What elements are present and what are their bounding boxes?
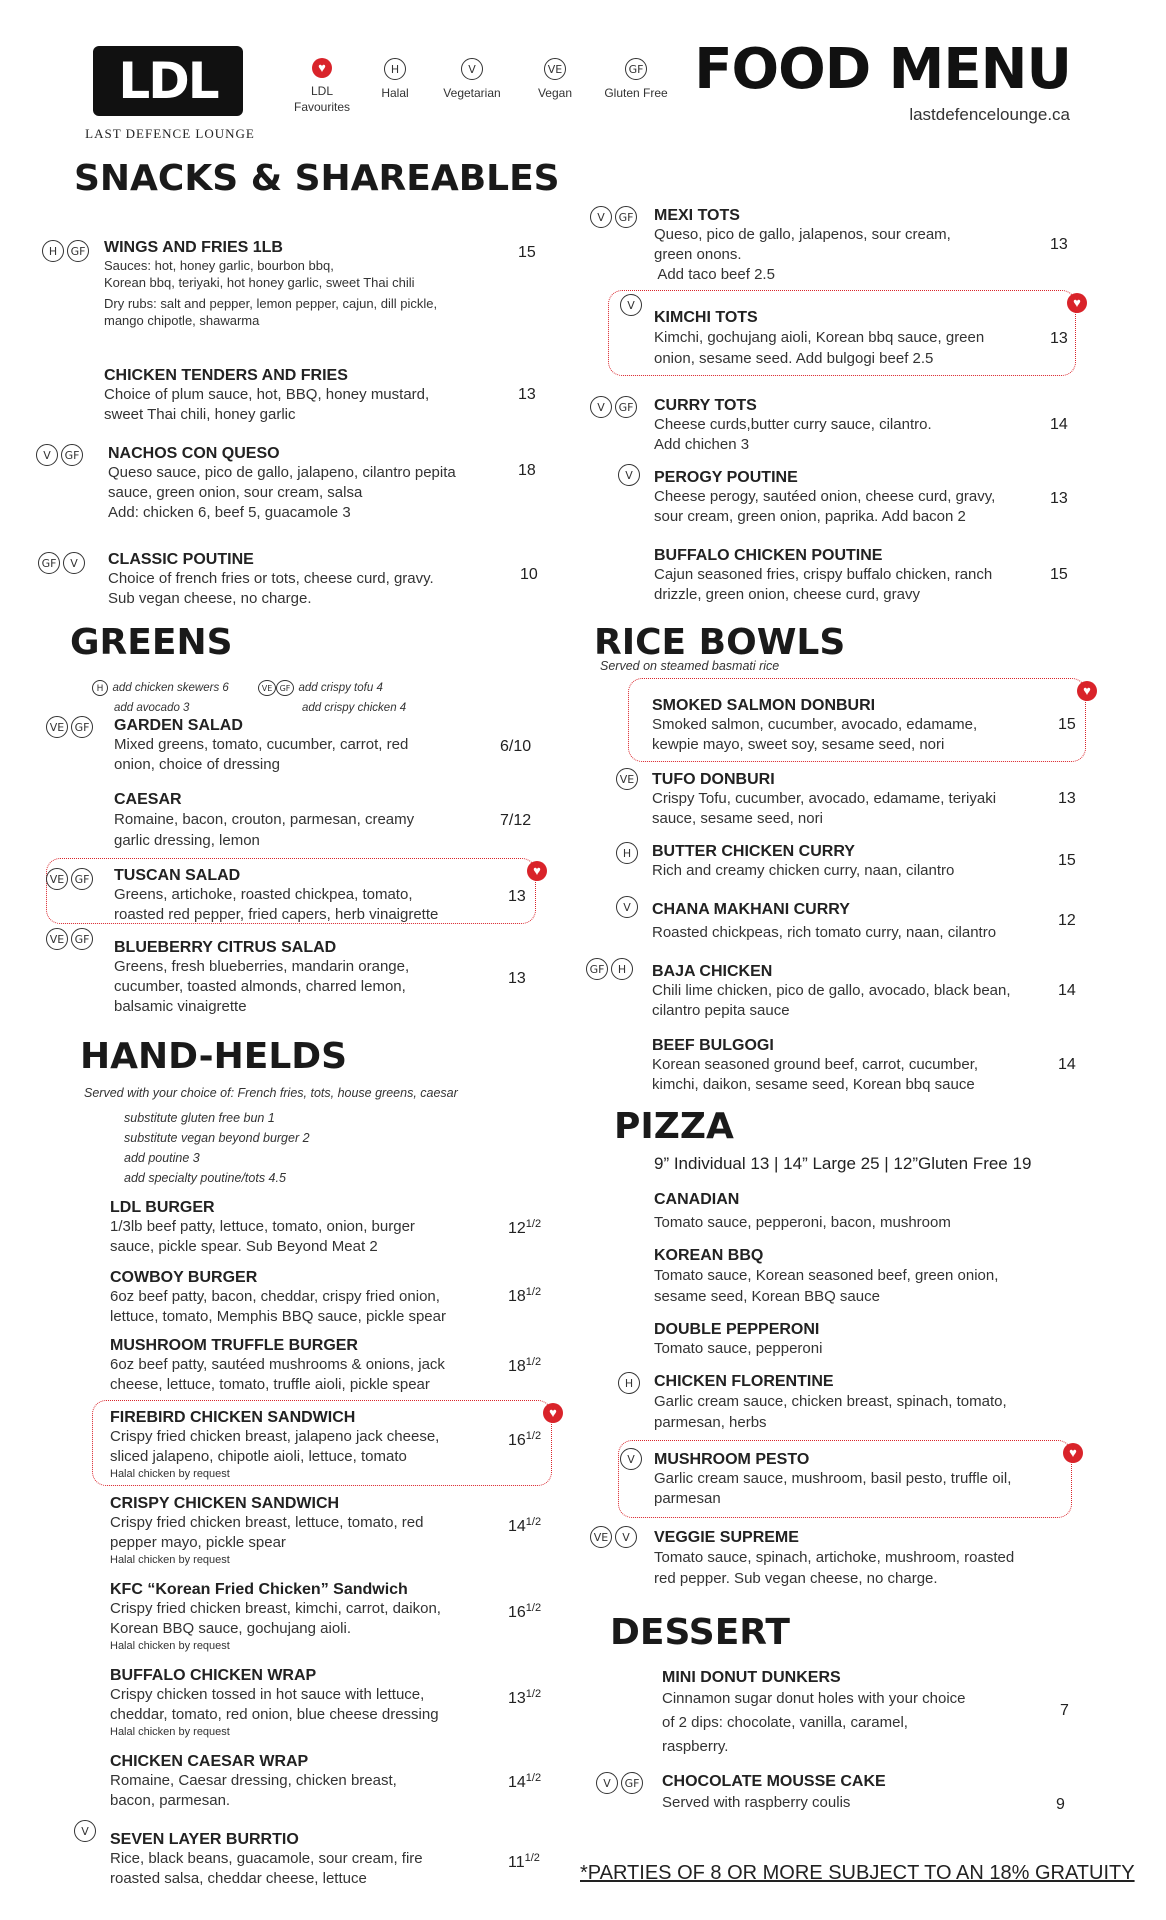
gluten-free-icon: GF (71, 868, 93, 890)
vegetarian-icon: V (618, 464, 640, 486)
gluten-free-icon: GF (71, 928, 93, 950)
legend-halal: H Halal (370, 58, 420, 101)
item-badges (620, 1448, 645, 1470)
item-price: 9 (1056, 1796, 1065, 1813)
section-title-pizza: PIZZA (614, 1106, 734, 1147)
item-price: 14 (1050, 416, 1068, 433)
menu-item: BEEF BULGOGI Korean seasoned ground beef, carrot, cucumber, kimchi, daikon, sesame seed, Korean bbq sauce (652, 1036, 1072, 1095)
item-badges (618, 1372, 643, 1394)
item-price: 13 (1050, 330, 1068, 347)
heart-icon: ♥ (1077, 681, 1097, 701)
gluten-free-icon: GF (615, 206, 637, 228)
vegetarian-icon: V (596, 1772, 618, 1794)
greens-addons-vegan: VE GF add crispy tofu 4 add crispy chicken 4 (258, 678, 406, 716)
item-price: $14^{1/2}$ (508, 1772, 542, 1791)
menu-item: KOREAN BBQ Tomato sauce, Korean seasoned beef, green onion, sesame seed, Korean BBQ sauce (654, 1246, 1074, 1307)
menu-item: WINGS AND FRIES 1LB Sauces: hot, honey garlic, bourbon bbq, Korean bbq, teriyaki, hot honey garlic, sweet Thai chili Dry rubs: salt and pepper, lemon pepper, cajun, dill pickle, mango chipotle, shawarma (104, 238, 524, 329)
item-price: 14 (1058, 1056, 1076, 1073)
item-price: 13 (518, 386, 536, 403)
greens-addons-halal: H add chicken skewers 6 add avocado 3 (92, 678, 229, 716)
item-badges (586, 958, 636, 980)
vegan-icon: VE (46, 928, 68, 950)
menu-item: KIMCHI TOTS Kimchi, gochujang aioli, Korean bbq sauce, green onion, sesame seed. Add bulgogi beef 2.5 (654, 308, 1054, 369)
item-price: 13 (1050, 236, 1068, 253)
vegetarian-icon: V (620, 1448, 642, 1470)
menu-item: MEXI TOTS Queso, pico de gallo, jalapenos, sour cream, green onons. Add taco beef 2.5 (654, 206, 1054, 285)
menu-item: NACHOS CON QUESO Queso sauce, pico de gallo, jalapeno, cilantro pepita sauce, green onion, sour cream, salsa Add: chicken 6, beef 5, guacamole 3 (108, 444, 528, 523)
item-name: WINGS AND FRIES 1LB (104, 239, 283, 256)
vegetarian-icon: V (615, 1526, 637, 1548)
heart-icon: ♥ (543, 1403, 563, 1423)
halal-icon: H (92, 680, 108, 696)
gluten-free-icon: GF (586, 958, 608, 980)
heart-icon: ♥ (1067, 293, 1087, 313)
menu-item: COWBOY BURGER 6oz beef patty, bacon, cheddar, crispy fried onion, lettuce, tomato, Memphis BBQ sauce, pickle spear (110, 1268, 510, 1327)
item-price: $16^{1/2}$ (508, 1602, 542, 1621)
halal-icon: H (42, 240, 64, 262)
item-name: CHICKEN TENDERS AND FRIES (104, 367, 348, 384)
menu-item: MUSHROOM TRUFFLE BURGER 6oz beef patty, sautéed mushrooms & onions, jack cheese, lettuce, tomato, truffle aioli, pickle spear (110, 1336, 510, 1395)
heart-icon: ♥ (1063, 1443, 1083, 1463)
item-name: BAJA CHICKEN (652, 963, 773, 980)
item-price: 13 (508, 888, 526, 905)
menu-item: CHICKEN TENDERS AND FRIES Choice of plum sauce, hot, BBQ, honey mustard, sweet Thai chili, honey garlic (104, 366, 524, 425)
gluten-free-icon: GF (67, 240, 89, 262)
item-badges (616, 768, 641, 790)
handhelds-served-with: Served with your choice of: French fries, tots, house greens, caesar (84, 1086, 458, 1100)
vegetarian-icon: V (74, 1820, 96, 1842)
vegan-icon: VE (46, 716, 68, 738)
item-price: 15 (1058, 716, 1076, 733)
item-price: 7/12 (500, 812, 532, 829)
legend-vegetarian: V Vegetarian (432, 58, 512, 101)
item-name: KFC “Korean Fried Chicken” Sandwich (110, 1581, 408, 1598)
menu-item: BLUEBERRY CITRUS SALAD Greens, fresh blueberries, mandarin orange, cucumber, toasted almonds, charred lemon, balsamic vinaigrette (114, 938, 514, 1017)
legend-favourites: ♥ LDL Favourites (293, 60, 351, 114)
menu-item: CHICKEN CAESAR WRAP Romaine, Caesar dressing, chicken breast, bacon, parmesan. (110, 1752, 510, 1811)
item-price: $18^{1/2}$ (508, 1286, 542, 1305)
menu-item: BUFFALO CHICKEN POUTINE Cajun seasoned fries, crispy buffalo chicken, ranch drizzle, green onion, cheese curd, gravy (654, 546, 1074, 605)
item-name: VEGGIE SUPREME (654, 1529, 799, 1546)
item-name: MUSHROOM TRUFFLE BURGER (110, 1337, 358, 1354)
item-badges (618, 464, 643, 486)
menu-item: FIREBIRD CHICKEN SANDWICH Crispy fried chicken breast, jalapeno jack cheese, sliced jalapeno, chipotle aioli, lettuce, tomato Halal chicken by request (110, 1408, 510, 1481)
item-name: BLUEBERRY CITRUS SALAD (114, 939, 337, 956)
menu-item: MUSHROOM PESTO Garlic cream sauce, mushroom, basil pesto, truffle oil, parmesan (654, 1450, 1074, 1509)
item-name: CHOCOLATE MOUSSE CAKE (662, 1773, 886, 1790)
menu-item: TUFO DONBURI Crispy Tofu, cucumber, avocado, edamame, teriyaki sauce, sesame seed, nori (652, 770, 1072, 829)
menu-item: CHANA MAKHANI CURRY Roasted chickpeas, rich tomato curry, naan, cilantro (652, 900, 1072, 943)
section-title-dessert: DESSERT (610, 1612, 790, 1653)
item-name: MINI DONUT DUNKERS (662, 1669, 841, 1686)
item-name: TUSCAN SALAD (114, 867, 241, 884)
item-name: BUTTER CHICKEN CURRY (652, 843, 855, 860)
gluten-free-icon: GF (276, 680, 294, 696)
handhelds-substitutions: substitute gluten free bun 1 substitute vegan beyond burger 2 add poutine 3 add specialty poutine/tots 4.5 (124, 1111, 310, 1185)
item-price: 6/10 (500, 738, 532, 755)
item-price: 10 (520, 566, 538, 583)
item-name: COWBOY BURGER (110, 1269, 258, 1286)
vegetarian-icon: V (36, 444, 58, 466)
gratuity-note: *PARTIES OF 8 OR MORE SUBJECT TO AN 18% GRATUITY (580, 1862, 1135, 1884)
item-name: MUSHROOM PESTO (654, 1451, 810, 1468)
halal-icon: H (618, 1372, 640, 1394)
item-badges (590, 1526, 640, 1548)
menu-item: BUTTER CHICKEN CURRY Rich and creamy chicken curry, naan, cilantro (652, 842, 1072, 881)
item-price: $13^{1/2}$ (508, 1688, 542, 1707)
gluten-free-icon: GF (61, 444, 83, 466)
gluten-free-icon: GF (38, 552, 60, 574)
item-badges (590, 396, 640, 418)
section-title-snacks: SNACKS & SHAREABLES (74, 158, 560, 199)
item-name: CAESAR (114, 791, 182, 808)
item-name: LDL BURGER (110, 1199, 215, 1216)
item-price: 18 (518, 462, 536, 479)
heart-icon: ♥ (312, 58, 332, 78)
item-price: $18^{1/2}$ (508, 1356, 542, 1375)
item-price: 7 (1060, 1702, 1069, 1719)
menu-item: CHOCOLATE MOUSSE CAKE Served with raspberry coulis (662, 1772, 1062, 1815)
section-title-handhelds: HAND-HELDS (80, 1036, 348, 1077)
item-name: CURRY TOTS (654, 397, 757, 414)
item-badges (616, 842, 641, 864)
item-name: MEXI TOTS (654, 207, 740, 224)
page-title: FOOD MENU (694, 37, 1071, 102)
menu-item: SMOKED SALMON DONBURI Smoked salmon, cucumber, avocado, edamame, kewpie mayo, sweet soy, sesame seed, nori (652, 696, 1052, 755)
halal-icon: H (384, 58, 406, 80)
item-name: DOUBLE PEPPERONI (654, 1321, 820, 1338)
logo-text: LDL (118, 52, 218, 110)
item-badges (46, 928, 96, 950)
pizza-sizes: 9” Individual 13 | 14” Large 25 | 12”Gluten Free 19 (654, 1154, 1032, 1173)
item-badges (46, 868, 96, 890)
rice-subtitle: Served on steamed basmati rice (600, 659, 780, 673)
menu-item: CHICKEN FLORENTINE Garlic cream sauce, chicken breast, spinach, tomato, parmesan, herbs (654, 1372, 1074, 1433)
item-name: PEROGY POUTINE (654, 469, 798, 486)
item-name: BEEF BULGOGI (652, 1037, 774, 1054)
item-price: $12^{1/2}$ (508, 1218, 542, 1237)
gluten-free-icon: GF (625, 58, 647, 80)
vegan-icon: VE (590, 1526, 612, 1548)
item-name: SMOKED SALMON DONBURI (652, 697, 876, 714)
vegetarian-icon: V (461, 58, 483, 80)
item-badges (620, 294, 645, 316)
item-badges (590, 206, 640, 228)
vegetarian-icon: V (63, 552, 85, 574)
item-badges (38, 552, 88, 574)
item-name: CRISPY CHICKEN SANDWICH (110, 1495, 340, 1512)
vegetarian-icon: V (616, 896, 638, 918)
item-name: BUFFALO CHICKEN WRAP (110, 1667, 317, 1684)
menu-item: CAESAR Romaine, bacon, crouton, parmesan, creamy garlic dressing, lemon (114, 790, 514, 851)
item-name: TUFO DONBURI (652, 771, 775, 788)
menu-item: LDL BURGER 1/3lb beef patty, lettuce, tomato, onion, burger sauce, pickle spear. Sub Beyond Meat 2 (110, 1198, 510, 1257)
menu-item: BAJA CHICKEN Chili lime chicken, pico de gallo, avocado, black bean, cilantro pepita sauce (652, 962, 1072, 1021)
item-name: BUFFALO CHICKEN POUTINE (654, 547, 883, 564)
menu-item: CRISPY CHICKEN SANDWICH Crispy fried chicken breast, lettuce, tomato, red pepper mayo, pickle spear Halal chicken by request (110, 1494, 510, 1567)
menu-item: MINI DONUT DUNKERS Cinnamon sugar donut holes with your choice of 2 dips: chocolate, vanilla, caramel, raspberry. (662, 1668, 1062, 1759)
menu-item: SEVEN LAYER BURRTIO Rice, black beans, guacamole, sour cream, fire roasted salsa, cheddar cheese, lettuce (110, 1830, 510, 1889)
menu-item: PEROGY POUTINE Cheese perogy, sautéed onion, cheese curd, gravy, sour cream, green onion, paprika. Add bacon 2 (654, 468, 1074, 527)
vegetarian-icon: V (590, 206, 612, 228)
item-badges (616, 896, 641, 918)
menu-item: CANADIAN Tomato sauce, pepperoni, bacon, mushroom (654, 1190, 1074, 1233)
item-name: GARDEN SALAD (114, 717, 243, 734)
menu-item: CURRY TOTS Cheese curds,butter curry sauce, cilantro. Add chichen 3 (654, 396, 1054, 455)
menu-item: CLASSIC POUTINE Choice of french fries or tots, cheese curd, gravy. Sub vegan cheese, no charge. (108, 550, 528, 609)
item-price: 14 (1058, 982, 1076, 999)
item-price: 12 (1058, 912, 1076, 929)
item-price: 15 (1058, 852, 1076, 869)
menu-item: GARDEN SALAD Mixed greens, tomato, cucumber, carrot, red onion, choice of dressing (114, 716, 514, 775)
logo-subtitle: LAST DEFENCE LOUNGE (85, 126, 255, 141)
item-name: CANADIAN (654, 1191, 740, 1208)
item-price: 13 (508, 970, 526, 987)
halal-icon: H (611, 958, 633, 980)
item-badges (74, 1820, 99, 1842)
item-name: KIMCHI TOTS (654, 309, 758, 326)
menu-item: VEGGIE SUPREME Tomato sauce, spinach, artichoke, mushroom, roasted red pepper. Sub vegan cheese, no charge. (654, 1528, 1074, 1589)
vegetarian-icon: V (590, 396, 612, 418)
vegan-icon: VE (258, 680, 276, 696)
item-badges (42, 240, 92, 262)
section-title-greens: GREENS (70, 622, 233, 663)
menu-item: TUSCAN SALAD Greens, artichoke, roasted chickpea, tomato, roasted red pepper, fried capers, herb vinaigrette (114, 866, 514, 925)
ldl-logo (85, 46, 255, 144)
item-name: CLASSIC POUTINE (108, 551, 254, 568)
vegetarian-icon: V (620, 294, 642, 316)
website-link[interactable]: lastdefencelounge.ca (909, 105, 1070, 124)
menu-item: BUFFALO CHICKEN WRAP Crispy chicken tossed in hot sauce with lettuce, cheddar, tomato, red onion, blue cheese dressing Halal chicken by request (110, 1666, 510, 1739)
item-name: CHANA MAKHANI CURRY (652, 901, 850, 918)
vegan-icon: VE (544, 58, 566, 80)
item-price: $11^{1/2}$ (508, 1852, 540, 1871)
gluten-free-icon: GF (615, 396, 637, 418)
item-name: CHICKEN CAESAR WRAP (110, 1753, 309, 1770)
item-name: SEVEN LAYER BURRTIO (110, 1831, 299, 1848)
item-price: 15 (518, 244, 536, 261)
item-price: 13 (1050, 490, 1068, 507)
vegan-icon: VE (616, 768, 638, 790)
item-price: $16^{1/2}$ (508, 1430, 542, 1449)
vegan-icon: VE (46, 868, 68, 890)
item-badges (596, 1772, 646, 1794)
item-badges (36, 444, 86, 466)
item-name: FIREBIRD CHICKEN SANDWICH (110, 1409, 356, 1426)
legend-gluten-free: GF Gluten Free (594, 58, 678, 101)
item-badges (46, 716, 96, 738)
halal-icon: H (616, 842, 638, 864)
item-name: NACHOS CON QUESO (108, 445, 280, 462)
heart-icon: ♥ (527, 861, 547, 881)
item-price: $14^{1/2}$ (508, 1516, 542, 1535)
item-price: 13 (1058, 790, 1076, 807)
menu-item: DOUBLE PEPPERONI Tomato sauce, pepperoni (654, 1320, 1074, 1359)
section-title-rice-bowls: RICE BOWLS (594, 622, 846, 663)
menu-item: KFC “Korean Fried Chicken” Sandwich Crispy fried chicken breast, kimchi, carrot, daikon, Korean BBQ sauce, gochujang aioli. Halal chicken by request (110, 1580, 510, 1653)
legend-vegan: VE Vegan (530, 58, 580, 101)
gluten-free-icon: GF (621, 1772, 643, 1794)
item-name: KOREAN BBQ (654, 1247, 764, 1264)
item-price: 15 (1050, 566, 1068, 583)
item-name: CHICKEN FLORENTINE (654, 1373, 834, 1390)
gluten-free-icon: GF (71, 716, 93, 738)
